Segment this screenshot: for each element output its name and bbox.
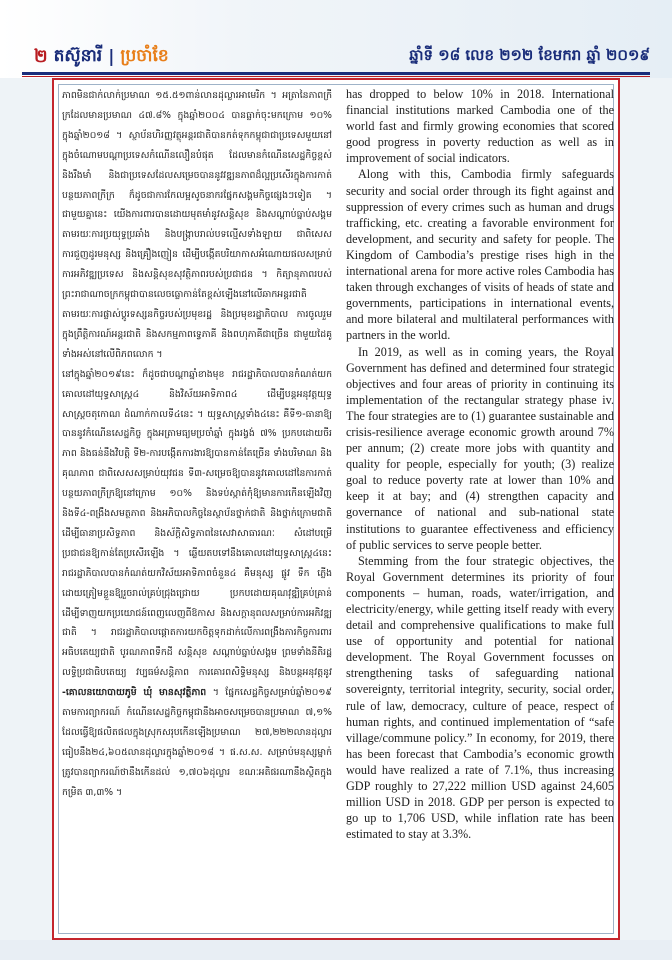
page-header — [0, 0, 672, 78]
bottom-margin — [0, 940, 672, 960]
header-rule — [22, 72, 650, 75]
khmer-emphasis: -គោលនយោបាយភូមិ ឃុំ មានសុវត្ថិភាព — [62, 687, 207, 699]
khmer-paragraph — [62, 365, 332, 803]
header-left — [34, 44, 169, 70]
khmer-text: នៅក្នុងឆ្នាំ២០១៩នេះ ក៏ដូចជាបណ្តាឆ្នាំខាងមុខ រាជរដ្ឋាភិបាលបានកំណត់យកគោលដៅយុទ្ធសាស្ត្រ៤ និងវិស័យអាទិភាព៤ ដើម្បីបន្តអនុវត្តយុទ្ធសាស្ត្រចតុកោណ ដំណាក់កាលទី៤នេះ ។ យុទ្ធសាស្ត្រទាំង៤នេះ គឺទី១-ធានាឱ្យបាននូវកំណើនសេដ្ឋកិច្ច ក្នុងអត្រាមធ្យមប្រចាំឆ្នាំ ក្នុងរង្វង់ ៧% ប្រកបដោយចីរភាព និងធន់នឹងវិបត្តិ ទី២-ការបង្កើតការងារឱ្យបានកាន់តែច្រើន ទាំងបរិមាណ និងគុណភាព ជាពិសេសសម្រាប់យុវជន ទី៣-សម្រេចឱ្យបាននូវគោលដៅនៃការកាត់បន្ថយភាពក្រីក្រឱ្យនៅក្រោម ១០% និងទប់ស្កាត់កុំឱ្យមានការកើនឡើងវិញ និងទី៤-ពង្រឹងសមត្ថភាព និងអភិបាលកិច្ចនៃស្ថាប័នថ្នាក់ជាតិ និងថ្នាក់ក្រោមជាតិ ដើម្បីធានាប្រសិទ្ធភាព និងស័ក្តិសិទ្ធភាពនៃសេវាសាធារណៈ សំដៅបម្រើប្រជាជនឱ្យកាន់តែប្រសើរឡើង ។ ឆ្លើយតបទៅនឹងគោលដៅយុទ្ធសាស្ត្រ៤នេះ រាជរដ្ឋាភិបាលបានកំណត់យកវិស័យអាទិភាពចំនួន៤ គឺមនុស្ស ផ្លូវ ទឹក ភ្លើង ដោយត្រៀមខ្លួនឱ្យរួចរាល់គ្រប់ជ្រុងជ្រោយ ប្រកបដោយគុណវុឌ្ឍិគ្រប់គ្រាន់ដើម្បីទាញយកប្រយោជន៍ពេញលេញពីឱកាស និងសក្តានុពលសម្រាប់ការអភិវឌ្ឍជាតិ ។ រាជរដ្ឋាភិបាលផ្តោតការយកចិត្តទុកដាក់លើការពង្រឹងភារកិច្ចការពារអធិបតេយ្យជាតិ បូរណភាពទឹកដី សន្តិសុខ សណ្តាប់ធ្នាប់សង្គម ព្រមទាំងនីតិរដ្ឋ លទ្ធិប្រជាធិបតេយ្យ វប្បធម៌សន្តិភាព ការគោរពសិទ្ធិមនុស្ស និងបន្តអនុវត្តនូវ — [62, 368, 332, 679]
english-paragraph: Stemming from the four strategic objectives, the Royal Government determines its priority of four components – human, roads, water/irrigation, and electricity/energy, while getting itself ready with every detail and comprehensive qualifications to make full use of opportunity and potential for national development. The Royal Government focusses on strengthening tasks of safeguarding national sovereignty, territorial integrity, security, social order, rule of law, democracy, culture of peace, respect of human rights, and continued implementation of “safe village/commune policy.” In economy, for 2019, there has been forecast that Cambodia’s economic growth would have realized a rate of 7.1%, thus increasing GDP roughly to 27,222 million USD against 24,605 million USD in 2018. GDP per person is expected to go up to 1,706 USD, while inflation rate has been estimated to stay at 3.3%. — [346, 553, 614, 842]
english-paragraph: In 2019, as well as in coming years, the Royal Government has defined and determined four strategic objectives and four areas of priority in continuing its implementation of the rectangular strategy phase iv. The four strategies are to (1) guarantee sustainable and crisis-resilience average economic growth around 7% per annum; (2) create more jobs with quantity and quality for people, especially for youth; (3) realize goal to reduce poverty rate at lower than 10% and keep it at bay; and (4) strengthen capacity and governance of national and sub-national state institutions to guarantee effectiveness and efficiency of public services to serve people better. — [346, 344, 614, 552]
khmer-column — [62, 86, 332, 924]
english-paragraph: has dropped to below 10% in 2018. International financial institutions marked Cambodia one of the world fast and firmly growing economies that scored good progress in poverty reduction as well as in improvement of social indicators. — [346, 87, 614, 166]
english-paragraph: Along with this, Cambodia firmly safeguards security and social order through its fight against and suppression of every crimes such as human and drugs trafficking, etc. creating a favorable environment for development, and security and safety for people. The Kingdom of Cambodia’s prestige rises high in the international arena for more active roles Cambodia has taken through exchanges of visits of heads of state and governments, participations in international events, and more bilateral and multilateral performances with partners in the world. — [346, 167, 614, 343]
header-rule-accent — [22, 76, 650, 77]
article-frame — [52, 78, 620, 940]
english-column — [346, 86, 614, 924]
section-name: ប្រចាំខែ — [120, 45, 169, 66]
khmer-text: ។ ផ្នែកសេដ្ឋកិច្ចសម្រាប់ឆ្នាំ២០១៩ តាមការព្យាករណ៍ កំណើនសេដ្ឋកិច្ចកម្ពុជានឹងអាចសម្រេចបានប្រមាណ ៧,១% ដែលធ្វើឱ្យផលិតផលក្នុងស្រុកសរុបកើនឡើងប្រមាណ ២៧,២២២លានដុល្លារ ធៀបនឹង២៤,៦០៥លានដុល្លារក្នុងឆ្នាំ២០១៨ ។ ផ.ស.ស. សម្រាប់មនុស្សម្នាក់ត្រូវបានព្យាករណ៍ថានឹងកើនដល់ ១,៧០៦ដុល្លារ ខណៈអតិផរណានឹងស្ថិតក្នុងកម្រិត ៣,៣% ។ — [62, 687, 332, 798]
page-number: ២ — [34, 45, 48, 67]
publication-name: តស៊ូនារី — [53, 45, 103, 66]
khmer-paragraph: ភាពមិនជាក់លាក់ប្រមាណ ១៥.៥១ពាន់លានដុល្លារអាមេរិក ។ អត្រានៃភាពក្រីក្រដែលមានប្រមាណ ៤៧.៨% ក្នុងឆ្នាំ២០០៤ បានធ្លាក់ចុះមកក្រោម ១០% ក្នុងឆ្នាំ២០១៨ ។ ស្ថាប័នហិរញ្ញវត្ថុអន្តរជាតិបានកត់ទុកកម្ពុជាជាប្រទេសមួយនៅក្នុងចំណោមបណ្តាប្រទេសកំណើនលឿនបំផុត ដែលមានកំណើនសេដ្ឋកិច្ចខ្ពស់ និងរឹងមាំ និងជាប្រទេសដែលសម្រេចបាននូវវឌ្ឍនភាពដ៏ល្អប្រសើរក្នុងការកាត់បន្ថយភាពក្រីក្រ ក៏ដូចជាការកែលម្អសូចនាករផ្នែកសង្គមកិច្ចផ្សេងៗទៀត ។ ជាមួយគ្នានេះ យើងការពារបានដោយមុតមាំនូវសន្តិសុខ និងសណ្តាប់ធ្នាប់សង្គម តាមរយៈការប្រយុទ្ធប្រឆាំង និងបង្ក្រាបរាល់បទល្មើសទាំងឡាយ ជាពិសេសការជួញដូរមនុស្ស និងគ្រឿងញៀន ដើម្បីបង្កើតបរិយាកាសអំណោយផលសម្រាប់ការអភិវឌ្ឍប្រទេស និងសន្តិសុខសុវត្ថិភាពរបស់ប្រជាជន ។ កិត្យានុភាពរបស់ព្រះរាជាណាចក្រកម្ពុជាបានលេចធ្លោកាន់តែខ្ពស់ឡើងនៅលើឆាកអន្តរជាតិ តាមរយៈការផ្លាស់ប្តូរទស្សនកិច្ចរបស់ប្រមុខរដ្ឋ និងប្រមុខរដ្ឋាភិបាល ការចូលរួមក្នុងព្រឹត្តិការណ៍អន្តរជាតិ និងសកម្មភាពទ្វេភាគី និងពហុភាគីជាច្រើន ជាមួយដៃគូទាំងអស់នៅលើពិភពលោក ។ — [62, 90, 332, 360]
issue-info: ឆ្នាំទី ១៨ លេខ ២១២ ខែមករា ឆ្នាំ ២០១៩ — [409, 46, 650, 64]
header-separator: | — [108, 47, 115, 67]
